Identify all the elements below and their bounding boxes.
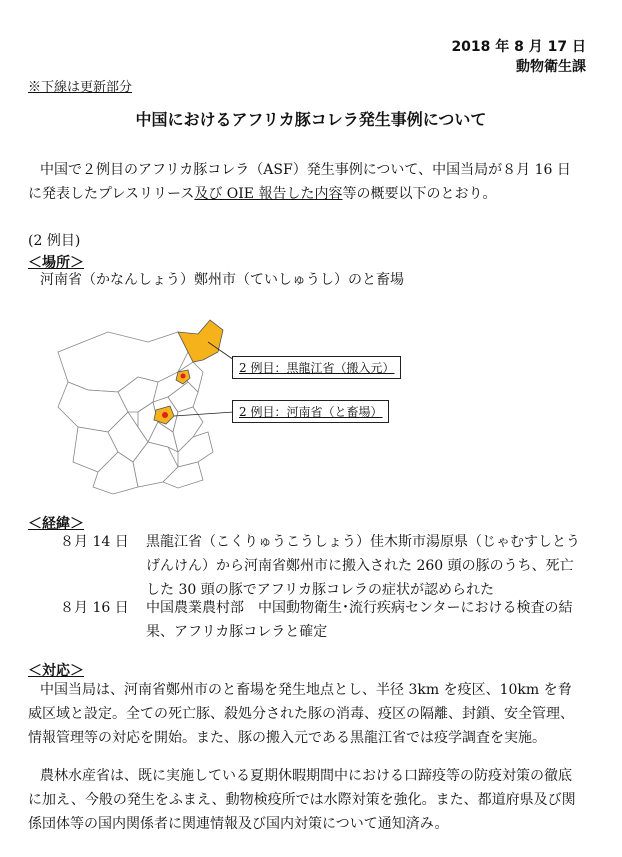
response-p2-line: 農林水産省は、既に実施している夏期休暇期間中における口蹄疫等の防疫対策の徹底 (40, 768, 572, 784)
department-name: 動物衛生課 (516, 59, 586, 75)
callout-2-text: 2 例目：河南省（と畜場） (239, 405, 383, 419)
timeline-text (146, 530, 586, 602)
intro-line-2-pre: に発表したプレスリリース (28, 186, 195, 202)
intro-line-2-underlined: 及び OIE 報告した内容 (194, 186, 343, 202)
location-text: 河南省（かなんしょう）鄭州市（ていしゅうし）のと畜場 (40, 272, 404, 288)
case-label: (2 例目) (28, 233, 81, 249)
intro-line-2-post: 等の概要以下のとおり。 (342, 186, 497, 202)
response-p2-line: に加え、今般の発生をふまえ、動物検疫所では水際対策を強化。また、都道府県及び関 (28, 792, 576, 808)
timeline-line: した 30 頭の豚でアフリカ豚コレラの症状が認められた (146, 582, 495, 598)
outbreak-marker-henan (162, 412, 168, 418)
response-p1-line: 中国当局は、河南省鄭州市のと畜場を発生地点とし、半径 3km を疫区、10km を脅 (40, 682, 572, 698)
history-heading-text: ＜経緯＞ (28, 516, 84, 532)
timeline-line: 黒龍江省（こくりゅうこうしょう）佳木斯市湯原県（じゃむすしとう (146, 534, 580, 550)
timeline-date: ８月 16 日 (60, 600, 129, 616)
timeline-line: 中国農業農村部 中国動物衛生･流行疾病センターにおける検査の結 (146, 600, 573, 616)
intro-line-2 (28, 182, 496, 206)
response-heading-text: ＜対応＞ (28, 663, 84, 679)
document-date: 2018 年 8 月 17 日 (451, 39, 586, 55)
map-callout-henan (232, 400, 389, 423)
map-callout-heilongjiang (232, 356, 401, 379)
page-title: 中国におけるアフリカ豚コレラ発生事例について (135, 110, 487, 129)
update-note: ※下線は更新部分 (28, 80, 133, 95)
response-p1-line: 威区域と設定。全ての死亡豚、殺処分された豚の消毒、疫区の隔離、封鎖、安全管理、 (28, 706, 574, 722)
outbreak-marker-liaoning (181, 374, 186, 379)
china-map (38, 312, 248, 502)
response-p2-line: 係団体等の国内関係者に関連情報及び国内対策について通知済み。 (28, 816, 449, 832)
timeline-line: げんけん）から河南省鄭州市に搬入された 260 頭の豚のうち、死亡 (146, 558, 574, 574)
timeline-event (60, 596, 600, 656)
callout-1-text: 2 例目：黒龍江省（搬入元） (239, 361, 395, 375)
response-heading (28, 660, 84, 680)
response-p1-line: 情報管理等の対応を開始。また、豚の搬入元である黒龍江省では疫学調査を実施。 (28, 730, 546, 746)
timeline-text (146, 596, 586, 644)
intro-line-1: 中国で２例目のアフリカ豚コレラ（ASF）発生事例について、中国当局が８月 16 日 (40, 162, 571, 178)
timeline-date: ８月 14 日 (60, 534, 129, 550)
location-heading-text: ＜場所＞ (28, 255, 84, 271)
timeline-line: 果、アフリカ豚コレラと確定 (146, 624, 328, 640)
